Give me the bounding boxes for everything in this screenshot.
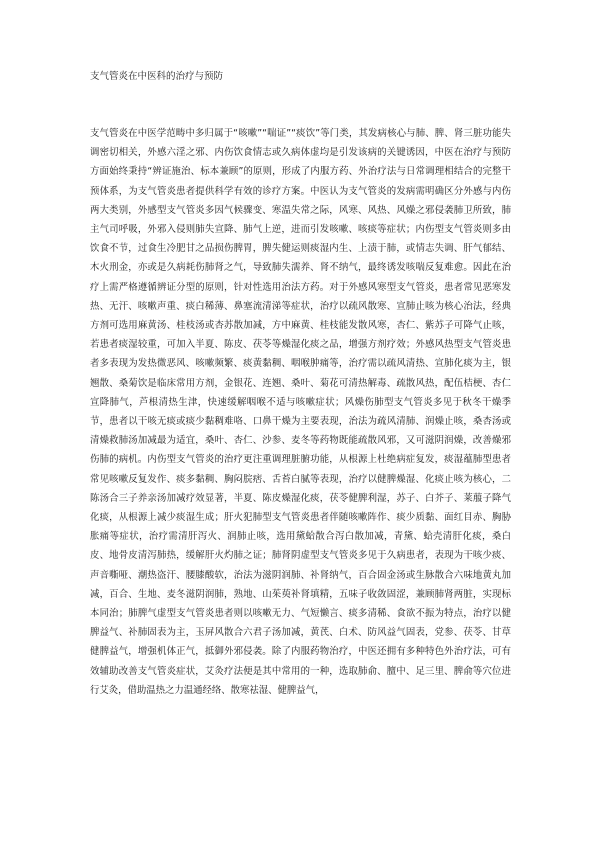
document-body-paragraph: 支气管炎在中医学范畴中多归属于“咳嗽”“喘证”“痰饮”等门类，其发病核心与肺、脾、肾三脏功能失调密切相关，外感六淫之邪、内伤饮食情志或久病体虚均是引发该病的关键诱因，中医在治疗与预防方面始终秉持“辨证施治、标本兼顾”的原则，形成了内服方药、外治疗法与日常调理相结合的完整干预体系，为支气管炎患者提供科学有效的诊疗方案。中医认为支气管炎的发病需明确区分外感与内伤两大类别，外感型支气管炎多因气候骤变、寒温失常之际，风寒、风热、风燥之邪侵袭肺卫所致，肺主气司呼吸，外邪入侵则肺失宣降、肺气上逆，进而引发咳嗽、咳痰等症状；内伤型支气管炎则多由饮食不节，过食生冷肥甘之品损伤脾胃，脾失健运则痰湿内生、上渍于肺，或情志失调、肝气郁结、木火刑金，亦或是久病耗伤肺肾之气，导致肺失濡养、肾不纳气，最终诱发咳喘反复难愈。因此在治疗上需严格遵循辨证分型的原则，针对性选用治法方药。对于外感风寒型支气管炎，患者常见恶寒发热、无汗、咳嗽声重、痰白稀薄、鼻塞流清涕等症状，治疗以疏风散寒、宣肺止咳为核心治法，经典方剂可选用麻黄汤、桂枝汤或杏苏散加减，方中麻黄、桂枝能发散风寒，杏仁、紫苏子可降气止咳，若患者痰湿较重，可加入半夏、陈皮、茯苓等燥湿化痰之品，增强方剂疗效；外感风热型支气管炎患者多表现为发热微恶风、咳嗽频繁、痰黄黏稠、咽喉肿痛等，治疗需以疏风清热、宣肺化痰为主，银翘散、桑菊饮是临床常用方剂，金银花、连翘、桑叶、菊花可清热解毒、疏散风热，配伍桔梗、杏仁宣降肺气，芦根清热生津，快速缓解咽喉不适与咳嗽症状；风燥伤肺型支气管炎多见于秋冬干燥季节，患者以干咳无痰或痰少黏稠难咯、口鼻干燥为主要表现，治法为疏风清肺、润燥止咳，桑杏汤或清燥救肺汤加减最为适宜，桑叶、杏仁、沙参、麦冬等药物既能疏散风邪，又可滋阴润燥，改善燥邪伤肺的病机。内伤型支气管炎的治疗更注重调理脏腑功能，从根源上杜绝病症复发，痰湿蕴肺型患者常见咳嗽反复发作、痰多黏稠、胸闷脘痞、舌苔白腻等表现，治疗以健脾燥湿、化痰止咳为核心，二陈汤合三子养亲汤加减疗效显著，半夏、陈皮燥湿化痰，茯苓健脾利湿，苏子、白芥子、莱菔子降气化痰，从根源上减少痰湿生成；肝火犯肺型支气管炎患者伴随咳嗽阵作、痰少质黏、面红目赤、胸胁胀痛等症状，治疗需清肝泻火、润肺止咳，选用黛蛤散合泻白散加减，青黛、蛤壳清肝化痰，桑白皮、地骨皮清泻肺热，缓解肝火灼肺之证；肺肾阴虚型支气管炎多见于久病患者，表现为干咳少痰、声音嘶哑、潮热盗汗、腰膝酸软，治法为滋阴润肺、补肾纳气，百合固金汤或生脉散合六味地黄丸加减，百合、生地、麦冬滋阴润肺，熟地、山茱萸补肾填精，五味子收敛固涩，兼顾肺肾两脏，实现标本同治；肺脾气虚型支气管炎患者则以咳嗽无力、气短懒言、痰多清稀、食欲不振为特点，治疗以健脾益气、补肺固表为主，玉屏风散合六君子汤加减，黄芪、白术、防风益气固表，党参、茯苓、甘草健脾益气，增强机体正气，抵御外邪侵袭。除了内服药物治疗，中医还拥有多种特色外治疗法，可有效辅助改善支气管炎症状，艾灸疗法便是其中常用的一种，选取肺俞、膻中、足三里、脾俞等穴位进行艾灸，借助温热之力温通经络、散寒祛湿、健脾益气， [90, 128, 511, 696]
document-title: 支气管炎在中医科的治疗与预防 [90, 71, 224, 82]
